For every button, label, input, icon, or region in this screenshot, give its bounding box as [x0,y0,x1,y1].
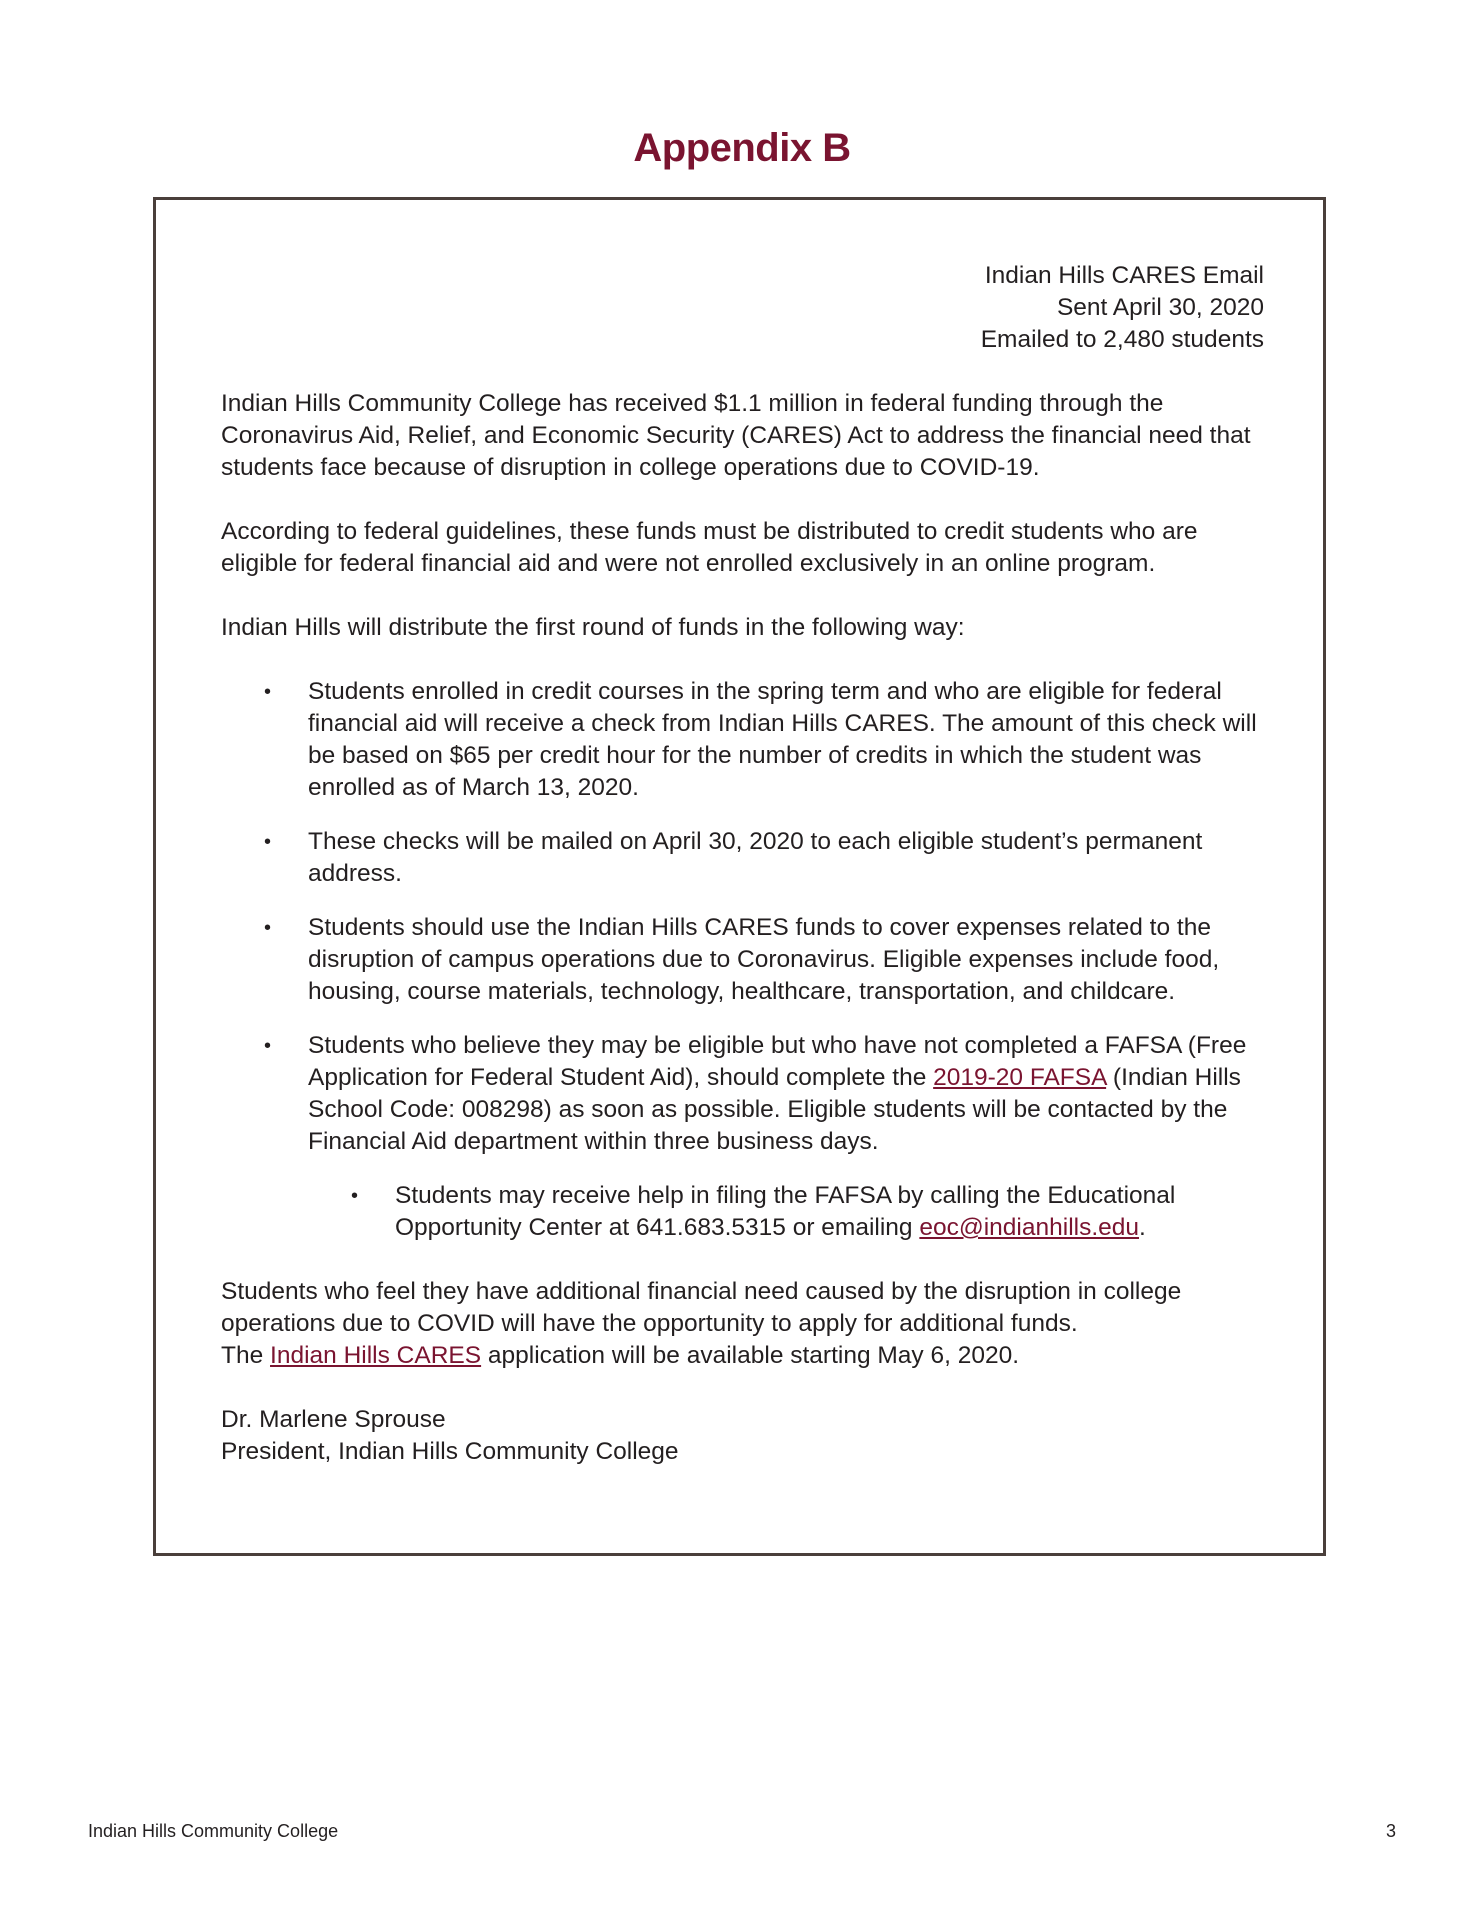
paragraph-closing [221,1276,1264,1372]
closing-line2-after: application will be available starting May 6, 2020. [481,1342,1020,1369]
closing-line1: Students who feel they have additional financial need caused by the disruption in college operations due to COVID will have the opportunity to apply for additional funds. [221,1278,1182,1337]
letter-body [221,260,1264,1468]
meta-sent-date: Sent April 30, 2020 [1056,294,1264,321]
paragraph-guidelines: According to federal guidelines, these funds must be distributed to credit students who are eligible for federal financial aid and were not enrolled exclusively in an online program. [221,518,1198,577]
signature-block [221,1404,1264,1468]
list-item-eoc-help [308,1180,1264,1244]
email-letter-box [153,197,1326,1556]
paragraph-distribution-intro: Indian Hills will distribute the first round of funds in the following way: [221,614,965,641]
closing-line2-before: The [221,1342,271,1369]
list-item-eligible-expenses: • Students should use the Indian Hills CARES funds to cover expenses related to the disruption of campus operations due to Coronavirus. Eligible expenses include food, housing, course materials, technology, healthcare, transportation, and childcare. [221,912,1264,1008]
footer-page-number: 3 [1385,1821,1396,1841]
fafsa-sub-list [308,1180,1264,1244]
list-item-mailing: • These checks will be mailed on April 30, 2020 to each eligible student’s permanent address. [221,826,1264,890]
list-item-fafsa [221,1030,1264,1244]
paragraph-funding: Indian Hills Community College has received $1.1 million in federal funding through the Coronavirus Aid, Relief, and Economic Security (CARES) Act to address the financial need that students face because of disruption in college operations due to COVID-19. [221,390,1251,481]
eoc-text-after: . [1139,1214,1146,1241]
fafsa-text-after: (Indian Hills School Code: 008298) as soon as possible. Eligible students will be contacted by the Financial Aid department within three business days. [308,1064,1241,1155]
cares-application-link[interactable]: Indian Hills CARES [270,1342,482,1369]
page-heading: Appendix B [633,126,851,170]
eoc-email-link[interactable]: eoc@indianhills.edu [919,1214,1140,1241]
fafsa-text-before: Students who believe they may be eligible but who have not completed a FAFSA (Free Application for Federal Student Aid), should complete the [308,1032,1247,1091]
letter-meta [221,260,1264,356]
meta-recipient-count: Emailed to 2,480 students [980,326,1264,353]
signature-title: President, Indian Hills Community College [221,1438,679,1465]
footer-college-name: Indian Hills Community College [88,1821,339,1841]
eoc-text-before: Students may receive help in filing the FAFSA by calling the Educational Opportunity Center at 641.683.5315 or emailing [395,1182,1176,1241]
fafsa-link[interactable]: 2019-20 FAFSA [933,1064,1107,1091]
signature-name: Dr. Marlene Sprouse [221,1406,446,1433]
distribution-list [221,676,1264,1244]
meta-title: Indian Hills CARES Email [984,262,1264,289]
list-item-check-amount: • Students enrolled in credit courses in the spring term and who are eligible for federal financial aid will receive a check from Indian Hills CARES. The amount of this check will be based on $65 per credit hour for the number of credits in which the student was enrolled as of March 13, 2020. [221,676,1264,804]
